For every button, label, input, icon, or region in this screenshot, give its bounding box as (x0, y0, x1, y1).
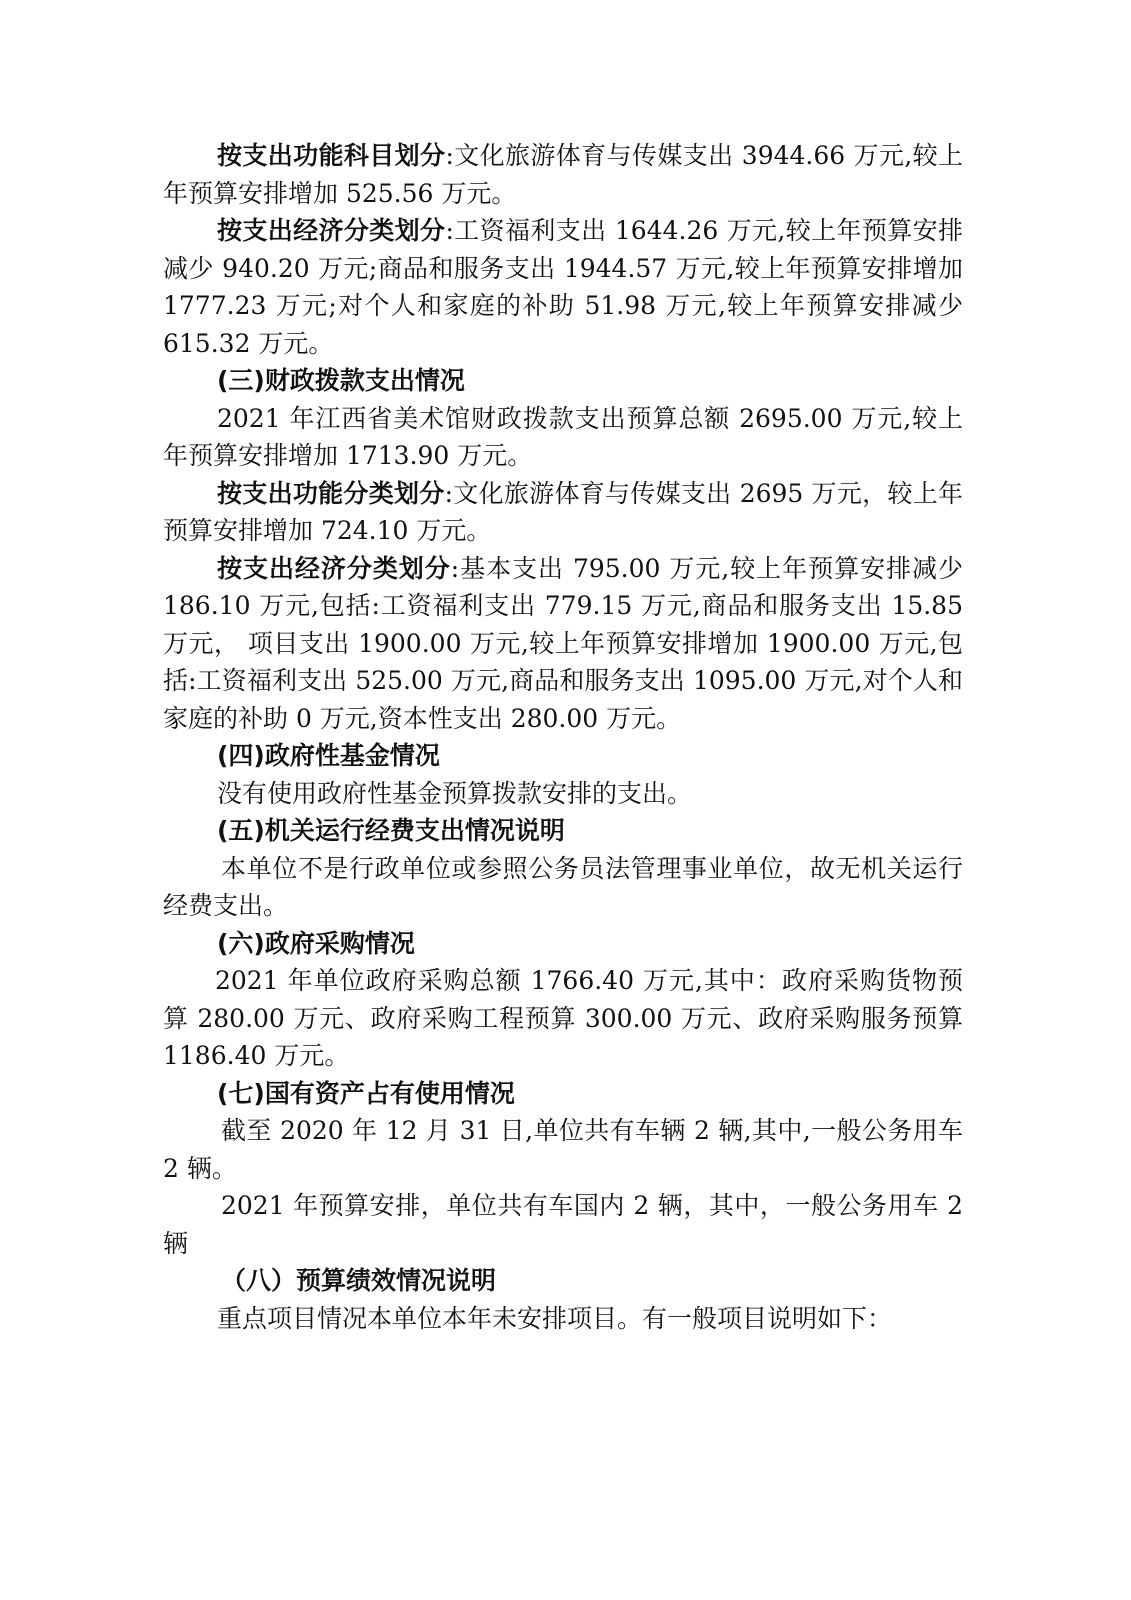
paragraph-vehicles-2020: 截至 2020 年 12 月 31 日,单位共有车辆 2 辆,其中,一般公务用车 2 辆。 (163, 1116, 963, 1183)
text-fiscal-economic-classification: :基本支出 795.00 万元,较上年预算安排减少 186.10 万元,包括:工资福利支出 779.15 万元,商品和服务支出 15.85 万元， 项目支出 1900.00 万元,较上年预算安排增加 1900.00 万元,包括:工资福利支出 525.00 万元,商品和服务支出 1095.00 万元,对个人和家庭的补助 0 万元,资本性支出 280.00 万元。 (163, 553, 963, 733)
paragraph-government-fund: 没有使用政府性基金预算拨款安排的支出。 (217, 778, 693, 808)
heading-government-procurement: (六)政府采购情况 (217, 928, 415, 958)
paragraph-operating-expenses: 本单位不是行政单位或参照公务员法管理事业单位，故无机关运行经费支出。 (163, 853, 963, 920)
paragraph-fiscal-economic-classification (163, 550, 963, 738)
label-economic-classification: 按支出经济分类划分 (217, 216, 446, 245)
heading-performance: （八）预算绩效情况说明 (221, 1266, 497, 1295)
label-fiscal-economic-classification: 按支出经济分类划分 (217, 553, 451, 583)
heading-fiscal-expenditure: (三)财政拨款支出情况 (217, 366, 465, 395)
heading-state-assets: (七)国有资产占有使用情况 (217, 1078, 515, 1108)
heading-operating-expenses: (五)机关运行经费支出情况说明 (217, 816, 565, 845)
paragraph-function-classification (163, 137, 963, 212)
document-body (163, 137, 963, 1337)
paragraph-fiscal-summary: 2021 年江西省美术馆财政拨款支出预算总额 2695.00 万元,较上年预算安排增加 1713.90 万元。 (163, 403, 963, 470)
text-function-classification: :文化旅游体育与传媒支出 3944.66 万元,较上年预算安排增加 525.56 万元。 (163, 141, 963, 208)
label-fiscal-function-classification: 按支出功能分类划分 (217, 478, 445, 508)
heading-government-fund: (四)政府性基金情况 (217, 741, 440, 770)
text-fiscal-function-classification: :文化旅游体育与传媒支出 2695 万元，较上年预算安排增加 724.10 万元。 (163, 478, 963, 545)
label-function-classification: 按支出功能科目划分 (217, 141, 446, 170)
paragraph-performance: 重点项目情况本单位本年未安排项目。有一般项目说明如下： (217, 1303, 893, 1333)
paragraph-economic-classification (163, 212, 963, 362)
paragraph-fiscal-function-classification (163, 475, 963, 550)
paragraph-vehicles-2021: 2021 年预算安排，单位共有车国内 2 辆，其中，一般公务用车 2 辆 (163, 1191, 963, 1258)
text-economic-classification: :工资福利支出 1644.26 万元,较上年预算安排减少 940.20 万元;商品和服务支出 1944.57 万元,较上年预算安排增加 1777.23 万元;对个人和家庭的补助 51.98 万元,较上年预算安排减少 615.32 万元。 (163, 216, 963, 358)
paragraph-government-procurement: 2021 年单位政府采购总额 1766.40 万元,其中：政府采购货物预算 280.00 万元、政府采购工程预算 300.00 万元、政府采购服务预算 1186.40 万元。 (163, 966, 963, 1070)
